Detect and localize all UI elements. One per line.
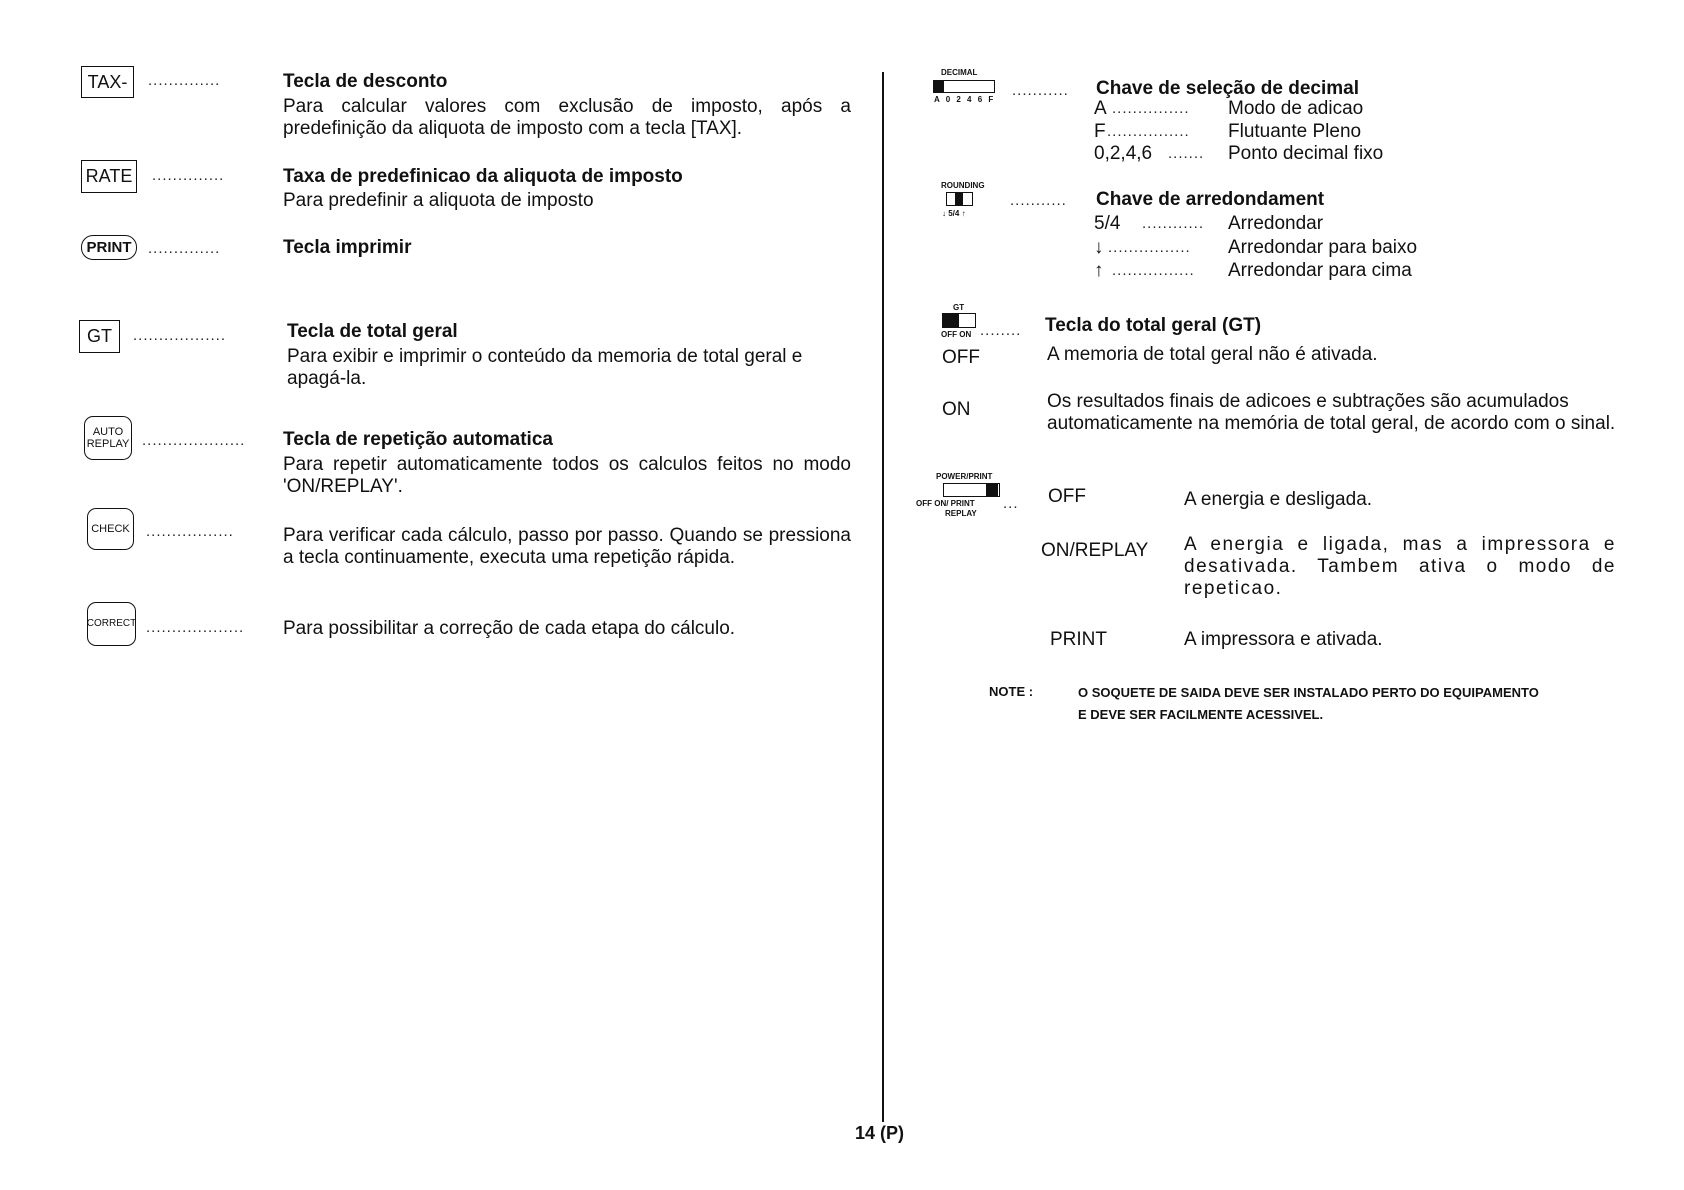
power-off-label: OFF <box>1048 486 1086 507</box>
leader-dots: ........ <box>980 322 1022 339</box>
power-print-switch-scale: REPLAY <box>945 509 977 518</box>
leader-dots: .................... <box>142 432 246 449</box>
gt-on-description: Os resultados finais de adicoes e subtrações são acumulados automaticamente na memória de total geral, de acordo com o sinal. <box>1047 391 1616 434</box>
leader-dots: ............ <box>1142 215 1205 232</box>
auto-replay-key-icon: AUTO REPLAY <box>84 416 132 460</box>
note-label: NOTE : <box>989 684 1034 699</box>
power-on-replay-description: A energia e ligada, mas a impressora e desativada. Tambem ativa o modo de repeticao. <box>1184 534 1616 599</box>
gt-off-label: OFF <box>942 347 980 368</box>
auto-replay-description: Para repetir automaticamente todos os calculos feitos no modo 'ON/REPLAY'. <box>283 454 851 497</box>
leader-dots: ........... <box>1010 192 1067 209</box>
decimal-switch-icon <box>933 80 995 93</box>
rounding-up-icon: ↑ <box>1094 260 1104 281</box>
rounding-switch-icon <box>946 192 973 206</box>
decimal-option-desc: Ponto decimal fixo <box>1228 143 1384 164</box>
rounding-option-desc: Arredondar <box>1228 213 1324 234</box>
gt-switch-scale: OFF ON <box>941 330 972 339</box>
gt-on-label: ON <box>942 399 971 420</box>
gt-description: Para exibir e imprimir o conteúdo da memoria de total geral e apagá-la. <box>287 346 803 389</box>
rate-description: Para predefinir a aliquota de imposto <box>283 190 594 211</box>
rounding-switch-label: ROUNDING <box>941 181 985 190</box>
rate-key-icon: RATE <box>81 160 137 193</box>
decimal-option-key: 0,2,4,6 <box>1094 143 1153 164</box>
gt-off-description: A memoria de total geral não é ativada. <box>1047 344 1378 365</box>
note-text-line1: O SOQUETE DE SAIDA DEVE SER INSTALADO PERTO DO EQUIPAMENTO <box>1078 685 1539 700</box>
gt-title: Tecla de total geral <box>287 321 458 342</box>
decimal-option-key: A <box>1094 98 1107 119</box>
leader-dots: ................ <box>1107 123 1190 140</box>
leader-dots: .............. <box>148 72 221 89</box>
decimal-option-key: F <box>1094 121 1106 142</box>
leader-dots: .............. <box>152 167 225 184</box>
gt-switch-label: GT <box>953 303 965 312</box>
leader-dots: ................ <box>1112 262 1195 279</box>
power-print-switch-icon <box>943 483 1000 497</box>
gt-switch-title: Tecla do total geral (GT) <box>1045 315 1262 336</box>
tax-minus-title: Tecla de desconto <box>283 71 448 92</box>
rounding-option-desc: Arredondar para baixo <box>1228 237 1418 258</box>
print-key-icon: PRINT <box>81 235 137 260</box>
decimal-switch-label: DECIMAL <box>941 68 978 77</box>
leader-dots: ... <box>1003 495 1019 512</box>
decimal-option-desc: Modo de adicao <box>1228 98 1364 119</box>
check-description: Para verificar cada cálculo, passo por passo. Quando se pressiona a tecla continuamente, executa uma repetição rápida. <box>283 525 851 568</box>
decimal-option-desc: Flutuante Pleno <box>1228 121 1362 142</box>
print-title: Tecla imprimir <box>283 237 412 258</box>
decimal-switch-scale: A 0 2 4 6 F <box>934 95 996 104</box>
correct-key-icon: CORRECT <box>87 602 136 646</box>
rounding-switch-scale: ↓ 5/4 ↑ <box>942 209 966 218</box>
check-key-icon: CHECK <box>87 508 134 550</box>
correct-description: Para possibilitar a correção de cada etapa do cálculo. <box>283 618 736 639</box>
power-print-switch-scale: OFF ON/ PRINT <box>916 499 975 508</box>
page-number: 14 (P) <box>855 1123 905 1143</box>
leader-dots: ................ <box>1108 239 1191 256</box>
auto-replay-title: Tecla de repetição automatica <box>283 429 553 450</box>
power-off-description: A energia e desligada. <box>1184 489 1373 510</box>
leader-dots: ................. <box>146 523 234 540</box>
leader-dots: .................. <box>133 327 227 344</box>
power-print-description: A impressora e ativada. <box>1184 629 1383 650</box>
rounding-down-icon: ↓ <box>1094 237 1104 258</box>
leader-dots: ....... <box>1168 145 1205 162</box>
tax-minus-key-icon: TAX- <box>81 66 134 98</box>
column-divider <box>882 72 884 1122</box>
leader-dots: ............... <box>1112 100 1190 117</box>
power-on-replay-label: ON/REPLAY <box>1041 540 1149 561</box>
gt-key-icon: GT <box>79 320 120 353</box>
leader-dots: ........... <box>1012 82 1069 99</box>
power-print-label: PRINT <box>1050 629 1107 650</box>
leader-dots: .............. <box>148 240 221 257</box>
decimal-title: Chave de seleção de decimal <box>1096 78 1359 99</box>
gt-switch-icon <box>942 313 976 328</box>
rate-title: Taxa de predefinicao da aliquota de imposto <box>283 166 683 187</box>
rounding-title: Chave de arredondament <box>1096 189 1325 210</box>
leader-dots: ................... <box>146 619 245 636</box>
tax-minus-description: Para calcular valores com exclusão de imposto, após a predefinição da aliquota de imposto com a tecla [TAX]. <box>283 96 851 139</box>
rounding-option-desc: Arredondar para cima <box>1228 260 1412 281</box>
note-text-line2: E DEVE SER FACILMENTE ACESSIVEL. <box>1078 707 1324 722</box>
rounding-option-key: 5/4 <box>1094 213 1121 234</box>
power-print-switch-label: POWER/PRINT <box>936 472 993 481</box>
